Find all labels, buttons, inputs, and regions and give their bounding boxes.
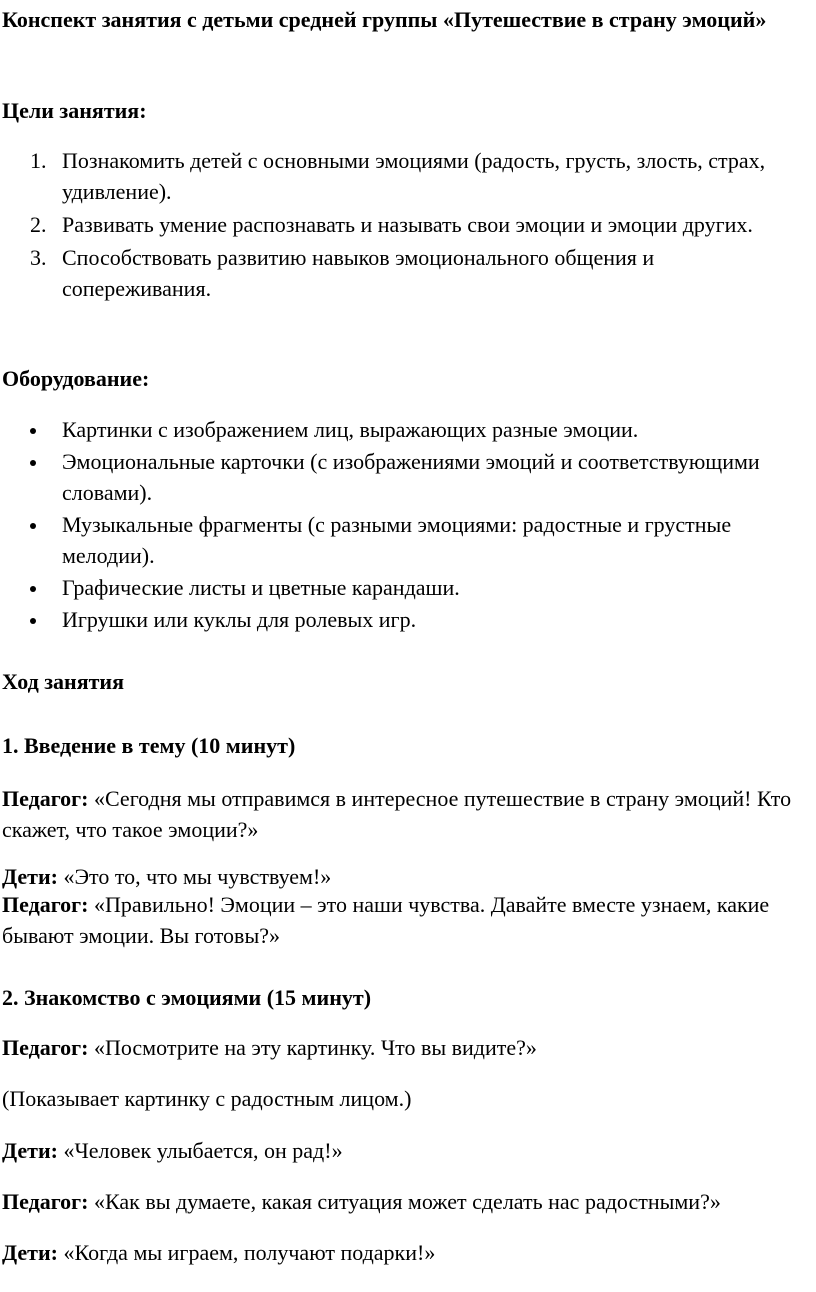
dialogue-line: Педагог: «Как вы думаете, какая ситуация может сделать нас радостными?» [2,1189,721,1214]
dialogue-line: Педагог: «Правильно! Эмоции – это наши чувства. Давайте вместе узнаем, какие бывают эмоции. Вы готовы?» [2,892,770,948]
list-item: Игрушки или куклы для ролевых игр. [0,604,800,635]
dialogue-line: Педагог: «Сегодня мы отправимся в интересное путешествие в страну эмоций! Кто скажет, что такое эмоции?» [2,786,792,842]
bullet-icon [30,428,36,434]
goals-heading: Цели занятия: [2,98,147,123]
bullet-icon [30,460,36,466]
dialogue-line: Дети: «Человек улыбается, он рад!» [2,1138,343,1163]
bullet-icon [30,523,36,529]
equipment-list [0,414,800,635]
list-item: Эмоциональные карточки (с изображениями эмоций и соответствующими словами). [0,446,800,508]
bullet-icon [30,586,36,592]
list-item: 3. Способствовать развитию навыков эмоционального общения и сопереживания. [30,245,655,301]
dialogue-line: Педагог: «Посмотрите на эту картинку. Что вы видите?» [2,1035,537,1060]
equipment-heading: Оборудование: [2,366,150,391]
bullet-icon [30,618,36,624]
list-item: Картинки с изображением лиц, выражающих разные эмоции. [0,414,800,445]
section-1-heading: 1. Введение в тему (10 минут) [2,733,296,758]
stage-direction: (Показывает картинку с радостным лицом.) [2,1086,412,1111]
list-item: 1. Познакомить детей с основными эмоциями (радость, грусть, злость, страх, удивление). [30,148,766,204]
list-item: Музыкальные фрагменты (с разными эмоциями: радостные и грустные мелодии). [0,509,800,571]
dialogue-line: Дети: «Это то, что мы чувствуем!» [2,864,332,889]
document-title: Конспект занятия с детьми средней группы «Путешествие в страну эмоций» [2,7,767,32]
list-item: 2. Развивать умение распознавать и называть свои эмоции и эмоции других. [30,212,753,237]
goals-list [0,145,800,304]
section-2-heading: 2. Знакомство с эмоциями (15 минут) [2,985,372,1010]
list-item: Графические листы и цветные карандаши. [0,572,800,603]
progress-heading: Ход занятия [2,669,125,694]
dialogue-line: Дети: «Когда мы играем, получают подарки!» [2,1240,436,1265]
